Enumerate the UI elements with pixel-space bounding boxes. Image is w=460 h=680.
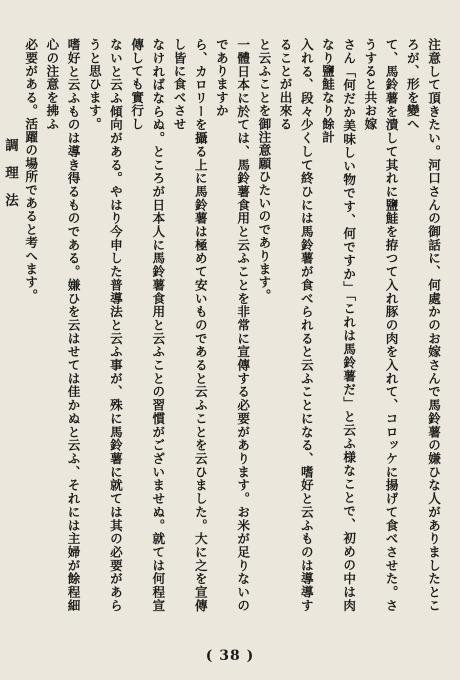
text-line: ないと云ふ傾向がある。やはり今申した普導法と云ふ事が、殊に馬鈴薯に就ては其の必要があらうと思ひます。 (86, 38, 123, 612)
text-line: ら、カロリーを攝る上に馬鈴薯は極めて安いものであると云ふことを云ひました。大に之を宣傳し皆に食べさせ (171, 38, 208, 612)
text-line: 注意して頂きたい。河口さんの御話に、何處かのお嫁さんで馬鈴薯の嫌ひな人がありましたところが、形を變へ (404, 38, 441, 612)
text-line: 一體日本に於ては、馬鈴薯食用と云ふことを非常に宣傳する必要があります。お米が足りないのでありますか (213, 38, 251, 612)
text-line: 必要がある。活躍の場所であると考へます。 (23, 38, 39, 302)
text-line: なければならぬ。ところが日本人に馬鈴薯食用と云ふことの習慣がございませぬ。就ては何程宣傳しても實行し (129, 38, 166, 612)
vertical-text-body (1, 38, 444, 612)
text-line: 入れる、段々少くして終ひには馬鈴薯が食べられると云ふことになる、嗜好と云ふものは導導することが出來る (277, 38, 314, 612)
page-number: ( 38 ) (205, 648, 255, 664)
text-line: さん「何だか美味しい物です、何ですか」「これは馬鈴薯だ」と云ふ様なことで、初めの中は肉なり鹽鮭なり餘計 (319, 38, 357, 612)
text-line: と云ふことを御注意願ひたいのであります。 (256, 38, 272, 302)
section-heading: 調理法 (1, 138, 18, 221)
text-line: て、馬鈴薯を潰して其れに鹽鮭を拵つて入れ豚の肉を入れて、コロッケに揚げて食べさせた。さうすると共お嫁 (362, 38, 399, 612)
text-line: 嗜好と云ふものは導き得るものである。嫌ひを云はせては佳かぬと云ふ、それには主婦が餘程細心の注意を拂ふ (44, 38, 81, 612)
